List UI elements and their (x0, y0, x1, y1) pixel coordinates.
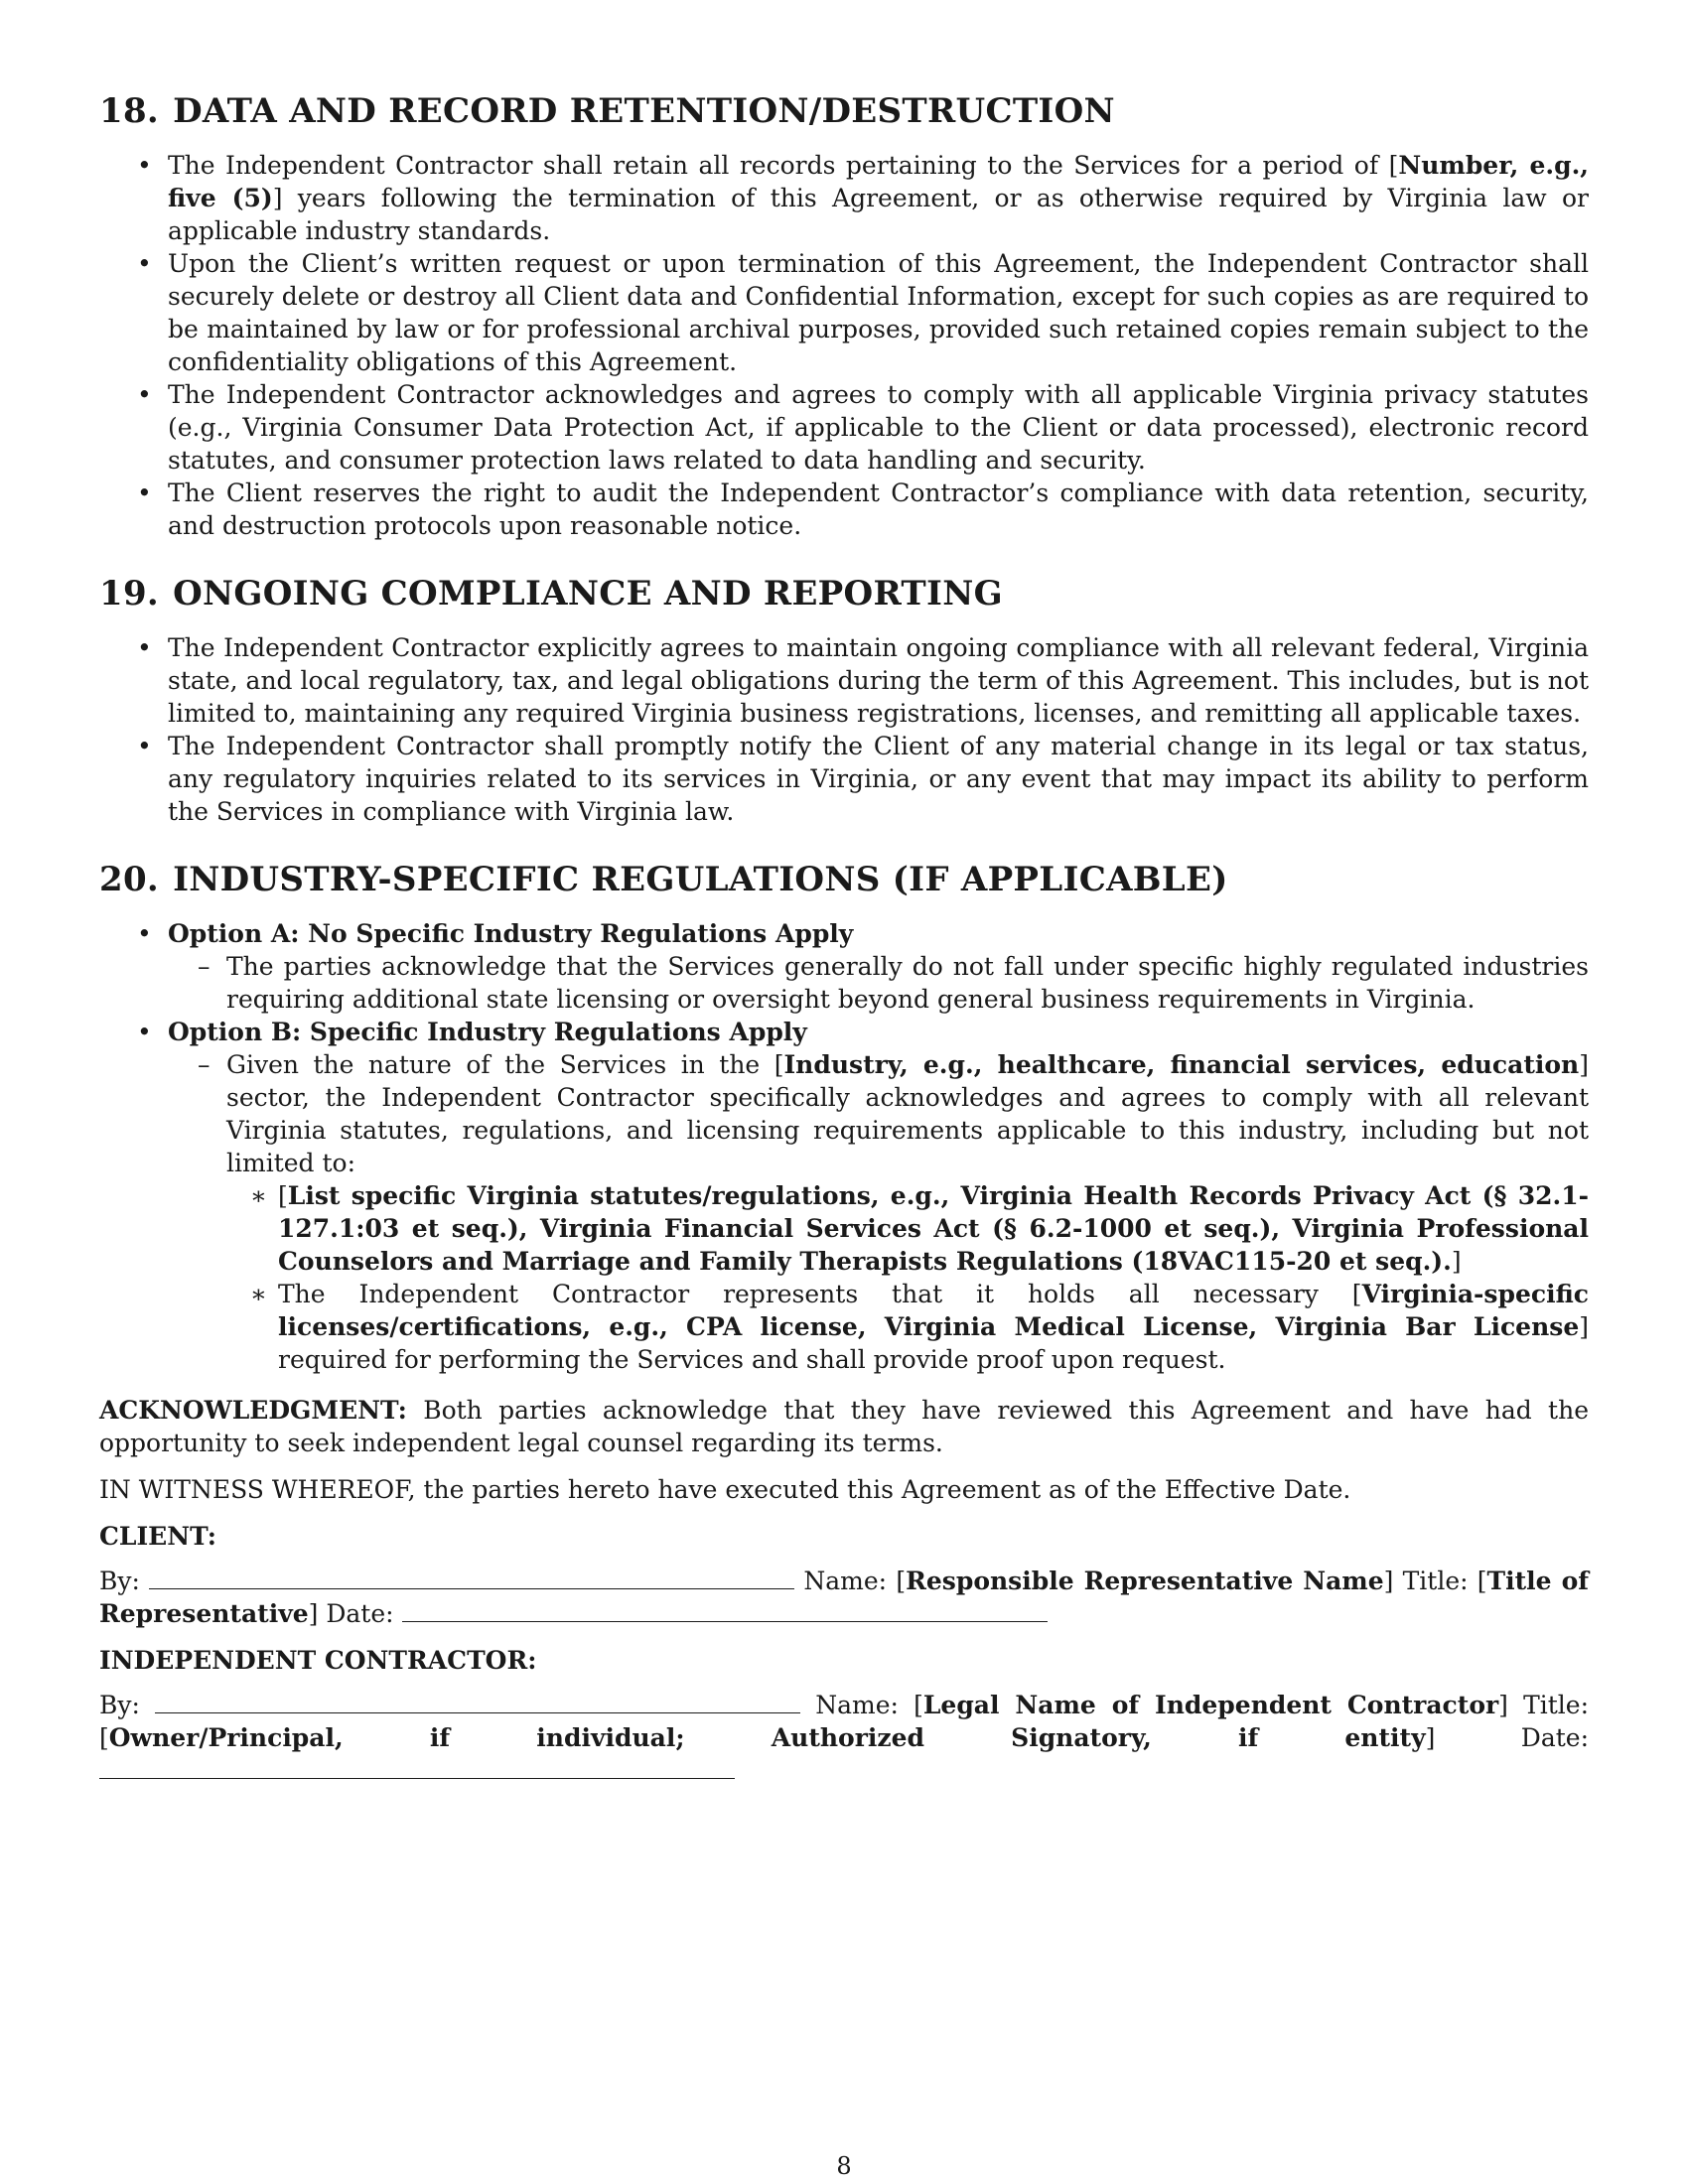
section-heading: 20. INDUSTRY-SPECIFIC REGULATIONS (IF APPLICABLE) (99, 860, 1228, 899)
client-date-line[interactable] (402, 1597, 1048, 1622)
witness-clause: IN WITNESS WHEREOF, the parties hereto have executed this Agreement as of the Effective Date. (99, 1475, 1351, 1504)
list-item: ∗ [List specific Virginia statutes/regulations, e.g., Virginia Health Records Privacy Act (§ 32.1-127.1:03 et seq.), Virginia Financial Services Act (§ 6.2-1000 et seq.), Virginia Professional Counselors and Marriage and Family Therapists Regulations (18VAC115-20 et seq.).] (226, 1179, 1589, 1278)
option-a (99, 917, 1589, 1016)
option-b (99, 1016, 1589, 1376)
section-18 (99, 89, 1589, 542)
list-item: – The parties acknowledge that the Services generally do not fall under specific highly regulated industries requiring additional state licensing or oversight beyond general business requirements in Virginia. (168, 950, 1589, 1016)
option-a-label: Option A: No Specific Industry Regulations Apply (168, 919, 854, 948)
client-signature-block: By: Name: [Responsible Representative Name] Title: [Title of Representative] Date: (99, 1567, 1589, 1628)
list-item: ∗ The Independent Contractor represents that it holds all necessary [Virginia-specific licenses/certifications, e.g., CPA license, Virginia Medical License, Virginia Bar License] required for performing the Services and shall provide proof upon request. (226, 1278, 1589, 1376)
dash-list (99, 1048, 1589, 1376)
list-item: • The Independent Contractor shall retain all records pertaining to the Services for a period of [Number, e.g., five (5)] years following the termination of this Agreement, or as otherwise required by Virginia law or applicable industry standards. (99, 149, 1589, 247)
option-b-label: Option B: Specific Industry Regulations Apply (168, 1018, 807, 1046)
contractor-label: INDEPENDENT CONTRACTOR: (99, 1646, 537, 1675)
section-20 (99, 858, 1589, 1376)
page-number: 8 (836, 2152, 852, 2180)
list-item: • The Independent Contractor explicitly agrees to maintain ongoing compliance with all relevant federal, Virginia state, and local regulatory, tax, and legal obligations during the term of this Agreement. This includes, but is not limited to, maintaining any required Virginia business registrations, licenses, and remitting all applicable taxes. (99, 631, 1589, 730)
document-page (99, 89, 1589, 1801)
list-item: • The Independent Contractor shall promptly notify the Client of any material change in its legal or tax status, any regulatory inquiries related to its services in Virginia, or any event that may impact its ability to perform the Services in compliance with Virginia law. (99, 730, 1589, 828)
bullet-list (99, 631, 1589, 828)
bullet-list (99, 149, 1589, 542)
section-heading: 19. ONGOING COMPLIANCE AND REPORTING (99, 574, 1003, 614)
dash-list (99, 950, 1589, 1016)
list-item: – Given the nature of the Services in the [Industry, e.g., healthcare, financial services, education] sector, the Independent Contractor specifically acknowledges and agrees to comply with all relevant Virginia statutes, regulations, and licensing requirements applicable to this industry, including but not limited to: ∗ [List specific Virginia statutes/regulations, e.g., Virginia Health Records Privacy Act (§ 32.1-127.1:03 et seq.), Virginia Financial Services Act (§ 6.2-1000 et seq.), Virginia Professional Counselors and Marriage and Family Therapists Regulations (18VAC115-20 et seq.).] ∗ The Independent Contractor represents that it holds all necessary [Virginia-specific licenses/certifications, e.g., CPA license, Virginia Medical License, Virginia Bar License] required for performing the Services and shall provide proof upon request. (168, 1048, 1589, 1376)
list-item: • The Client reserves the right to audit the Independent Contractor’s compliance with data retention, security, and destruction protocols upon reasonable notice. (99, 477, 1589, 542)
contractor-date-line[interactable] (99, 1754, 735, 1779)
list-item: • The Independent Contractor acknowledges and agrees to comply with all applicable Virginia privacy statutes (e.g., Virginia Consumer Data Protection Act, if applicable to the Client or data processed), electronic record statutes, and consumer protection laws related to data handling and security. (99, 378, 1589, 477)
section-19 (99, 572, 1589, 828)
section-heading: 18. DATA AND RECORD RETENTION/DESTRUCTION (99, 91, 1115, 131)
contractor-signature-block: By: Name: [Legal Name of Independent Contractor] Title: [Owner/Principal, if individual; Authorized Signatory, if entity] Date: (99, 1689, 1589, 1787)
contractor-signature-line[interactable] (155, 1689, 800, 1713)
acknowledgment: ACKNOWLEDGMENT: Both parties acknowledge that they have reviewed this Agreement and have had the opportunity to seek independent legal counsel regarding its terms. (99, 1396, 1589, 1457)
client-label: CLIENT: (99, 1522, 217, 1551)
client-signature-line[interactable] (149, 1565, 794, 1589)
star-list (168, 1179, 1589, 1376)
bullet-list (99, 917, 1589, 1376)
list-item: • Upon the Client’s written request or upon termination of this Agreement, the Independent Contractor shall securely delete or destroy all Client data and Confidential Information, except for such copies as are required to be maintained by law or for professional archival purposes, provided such retained copies remain subject to the confidentiality obligations of this Agreement. (99, 247, 1589, 378)
